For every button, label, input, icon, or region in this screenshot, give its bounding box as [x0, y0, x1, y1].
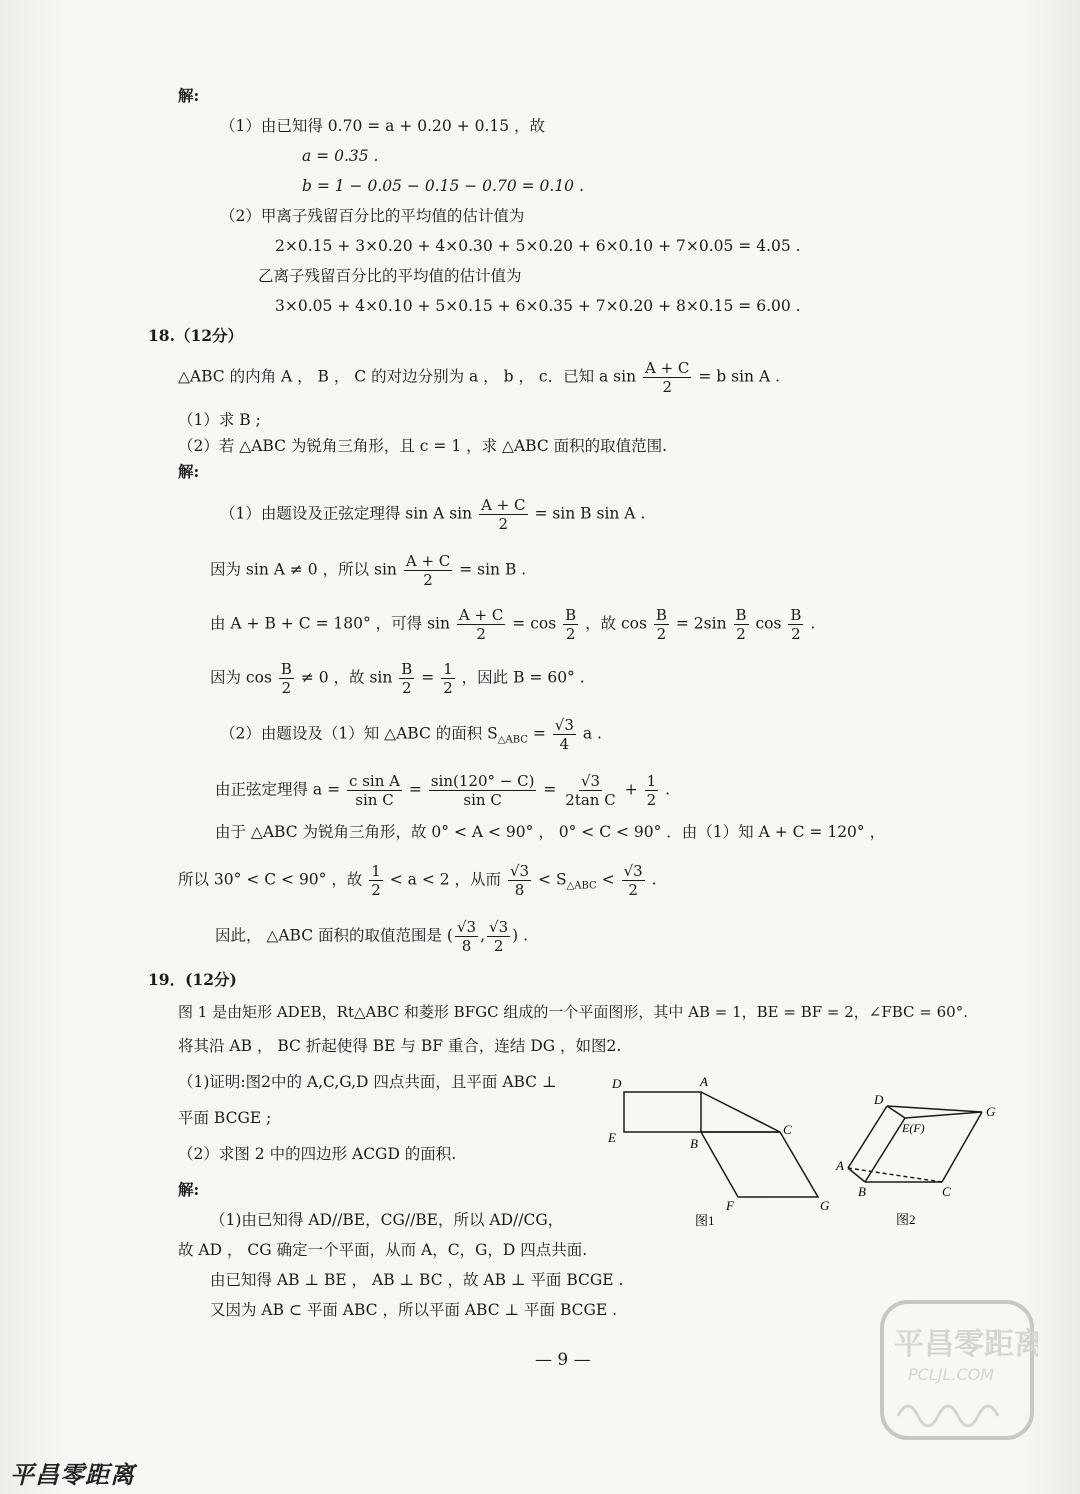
fraction-denominator: sin C	[463, 791, 502, 809]
step-text: ，故 cos	[585, 614, 647, 633]
q19-part1-a: （1)证明:图2中的 A,C,G,D 四点共面，且平面 ABC ⊥	[178, 1073, 557, 1091]
fig1-label-f: F	[726, 1198, 734, 1213]
fraction-denominator: 2tan C	[565, 791, 616, 809]
q18-header: 18.（12分）	[148, 326, 244, 345]
step-text: 由 A + B + C = 180° ，可得 sin	[210, 614, 450, 633]
fraction-b-half	[279, 660, 294, 697]
fraction-denominator: 8	[514, 881, 525, 899]
figure-1-diagram	[600, 1070, 840, 1230]
q19-part2: （2）求图 2 中的四边形 ACGD 的面积.	[178, 1145, 457, 1163]
q17-yi-intro: 乙离子残留百分比的平均值的估计值为	[258, 267, 522, 285]
q18-stem-fraction	[643, 359, 691, 396]
fig2-label-a: A	[836, 1158, 844, 1173]
segment-de	[887, 1106, 905, 1118]
rhombus-bfgc	[701, 1132, 818, 1197]
fraction-numerator: √3	[580, 772, 601, 790]
q19-solution-label: 解:	[178, 1180, 200, 1199]
figure-2-diagram	[830, 1090, 1010, 1230]
fraction-numerator: √3	[623, 862, 643, 880]
fraction-a-plus-c	[457, 606, 505, 643]
q17-jia-calc: 2×0.15 + 3×0.20 + 4×0.30 + 5×0.20 + 6×0.10 + 7×0.05 = 4.05 .	[275, 237, 801, 255]
step-text: ) .	[512, 926, 529, 945]
fraction-denominator: 2	[402, 679, 412, 697]
fraction-numerator: A + C	[645, 359, 690, 377]
fraction-b-half	[654, 606, 669, 643]
fraction-b-half	[788, 606, 803, 643]
fraction-root3-over-4	[553, 716, 576, 753]
fraction-denominator: 2	[791, 625, 801, 643]
fraction-denominator: 2	[662, 378, 672, 396]
fig1-label-g: G	[820, 1198, 830, 1213]
step-text: < S	[538, 870, 567, 889]
rectangle-adeb	[624, 1092, 701, 1132]
fig1-label-a: A	[700, 1074, 708, 1089]
q17-solution-label: 解:	[178, 86, 200, 105]
q18-stem-text-a: △ABC 的内角 A ， B ， C 的对边分别为 a ， b ， c．已知 a sin	[178, 367, 637, 386]
fig1-label-b: B	[690, 1136, 698, 1151]
fraction-denominator: 8	[461, 937, 472, 955]
fig1-label-c: C	[783, 1122, 792, 1137]
step-text: .	[665, 780, 671, 799]
q18-part2: （2）若 △ABC 为锐角三角形，且 c = 1 ，求 △ABC 面积的取值范围.	[178, 437, 668, 455]
step-text: ≠ 0 ，故 sin	[300, 668, 393, 687]
fraction-a-plus-c	[404, 552, 452, 589]
segment-gc	[942, 1112, 982, 1182]
q17-a-value: a = 0.35 .	[302, 147, 379, 165]
step-text: 因此， △ABC 面积的取值范围是 (	[215, 926, 453, 945]
step-text: <	[601, 870, 615, 889]
fig2-label-c: C	[942, 1184, 951, 1199]
figure-2-caption: 图2	[896, 1212, 916, 1227]
fraction-numerator: 1	[443, 660, 453, 678]
step-text: ，因此 B = 60° .	[461, 668, 585, 687]
fraction-b-half	[399, 660, 414, 697]
step-text: （1）由题设及正弦定理得 sin A sin	[220, 504, 473, 523]
q18-step2	[210, 552, 526, 589]
q19-step4: 又因为 AB ⊂ 平面 ABC ，所以平面 ABC ⊥ 平面 BCGE .	[210, 1301, 618, 1319]
q17-part1-intro: （1）由已知得 0.70 = a + 0.20 + 0.15 ，故	[220, 117, 546, 135]
fig2-label-g: G	[986, 1104, 996, 1119]
page-number: — 9 —	[535, 1350, 591, 1370]
watermark-text-bottom-left: 平昌零距离	[10, 1460, 135, 1489]
segment-ac	[701, 1092, 780, 1132]
fraction-numerator: B	[655, 606, 667, 624]
segment-da	[848, 1106, 887, 1168]
fig2-label-ef: E(F)	[902, 1121, 925, 1135]
watermark-logo-title: 平昌零距离	[894, 1327, 1038, 1362]
q18-step4	[210, 660, 585, 697]
fraction-b-half	[563, 606, 578, 643]
fraction-numerator: A + C	[458, 606, 504, 624]
fraction-numerator: √3	[510, 862, 530, 880]
fraction-denominator: 2	[423, 571, 433, 589]
fraction-root3-over-2	[487, 918, 510, 955]
step-text: = 2sin	[675, 614, 727, 633]
step-text: = sin B .	[459, 560, 527, 579]
step-text: 由正弦定理得 a =	[215, 780, 341, 799]
q18-step3	[210, 606, 815, 643]
q19-stem-line1: 图 1 是由矩形 ADEB，Rt△ABC 和菱形 BFGC 组成的一个平面图形，其中 AB = 1，BE = BF = 2，∠FBC = 60°.	[178, 1003, 968, 1021]
q19-step3: 由已知得 AB ⊥ BE ， AB ⊥ BC ，故 AB ⊥ 平面 BCGE .	[210, 1271, 624, 1289]
q19-step2: 故 AD ， CG 确定一个平面，从而 A，C，G，D 四点共面.	[178, 1241, 588, 1259]
step-text: +	[624, 780, 638, 799]
q18-part1: （1）求 B ;	[178, 411, 261, 429]
segment-eg	[905, 1112, 982, 1118]
fraction-root3-over-8	[508, 862, 531, 899]
segment-eb	[865, 1118, 905, 1182]
fraction-numerator: A + C	[481, 496, 526, 514]
fraction-numerator: B	[565, 606, 577, 624]
fraction-a-plus-c	[479, 496, 527, 533]
fraction-denominator: 2	[493, 937, 504, 955]
fraction-numerator: B	[735, 606, 747, 624]
fraction-denominator: 2	[628, 881, 638, 899]
step-text: = cos	[512, 614, 557, 633]
fraction-denominator: 2	[371, 881, 381, 899]
fraction-numerator: B	[790, 606, 802, 624]
step-text: cos	[755, 614, 782, 633]
step-text: 因为 sin A ≠ 0 ，所以 sin	[210, 560, 397, 579]
fraction-denominator: 4	[559, 735, 570, 753]
fraction-one-half	[441, 660, 455, 697]
q18-step6	[215, 772, 670, 809]
fraction-b-half	[734, 606, 749, 643]
fraction-one-half	[645, 772, 659, 809]
q17-part2-intro: （2）甲离子残留百分比的平均值的估计值为	[220, 207, 525, 225]
fraction-sin120-c	[429, 772, 537, 809]
fraction-denominator: 2	[281, 679, 292, 697]
figure-1-caption: 图1	[695, 1213, 715, 1228]
fraction-root3-2tanC	[563, 772, 617, 809]
q18-solution-label: 解:	[178, 462, 200, 481]
subscript: △ABC	[566, 880, 597, 892]
q19-part1-b: 平面 BCGE ;	[178, 1109, 272, 1127]
fraction-numerator: √3	[489, 918, 509, 936]
step-text: （2）由题设及（1）知 △ABC 的面积 S	[220, 724, 498, 743]
fraction-root3-over-8	[455, 918, 478, 955]
fraction-denominator: 2	[656, 625, 667, 643]
step-text: 所以 30° < C < 90° ，故	[178, 870, 363, 889]
q19-header: 19．(12分)	[148, 970, 237, 989]
fraction-numerator: 1	[371, 862, 381, 880]
step-text: < a < 2 ，从而	[389, 870, 502, 889]
fraction-numerator: A + C	[405, 552, 451, 570]
fraction-numerator: sin(120° − C)	[430, 772, 535, 790]
step-text: =	[543, 780, 557, 799]
segment-dg	[887, 1106, 982, 1112]
fraction-root3-over-2	[622, 862, 645, 899]
step-text: 因为 cos	[210, 668, 272, 687]
fraction-denominator: 2	[443, 679, 453, 697]
q18-stem	[178, 359, 780, 396]
q18-stem-text-b: = b sin A .	[698, 367, 780, 386]
q19-step1: （1)由已知得 AD//BE，CG//BE，所以 AD//CG，	[210, 1211, 564, 1229]
step-text: =	[532, 724, 546, 743]
step-text: =	[408, 780, 422, 799]
fraction-numerator: √3	[456, 918, 477, 936]
fraction-denominator: 2	[646, 791, 657, 809]
fraction-numerator: B	[280, 660, 292, 678]
fraction-numerator: 1	[646, 772, 657, 790]
q18-step8	[178, 862, 657, 899]
fraction-csinA-sinC	[347, 772, 402, 809]
watermark-logo	[878, 1296, 1038, 1446]
q19-stem-line2: 将其沿 AB ， BC 折起使得 BE 与 BF 重合，连结 DG ，如图2.	[178, 1037, 622, 1055]
q18-step1	[220, 496, 645, 533]
step-text: a .	[582, 724, 602, 743]
step-text: ,	[480, 926, 486, 945]
fraction-denominator: sin C	[355, 791, 394, 809]
fig2-label-d: D	[874, 1092, 884, 1107]
step-text: = sin B sin A .	[534, 504, 646, 523]
fraction-numerator: B	[401, 660, 413, 678]
fig1-label-d: D	[612, 1076, 622, 1091]
step-text: .	[651, 870, 657, 889]
q18-step9	[215, 918, 528, 955]
subscript: △ABC	[497, 734, 528, 746]
watermark-logo-graphic	[878, 1296, 1038, 1446]
fraction-numerator: √3	[554, 716, 574, 734]
step-text: .	[810, 614, 816, 633]
q17-yi-calc: 3×0.05 + 4×0.10 + 5×0.15 + 6×0.35 + 7×0.20 + 8×0.15 = 6.00 .	[275, 297, 801, 315]
fig1-label-e: E	[608, 1130, 616, 1145]
fraction-one-half	[369, 862, 383, 899]
q17-b-value: b = 1 − 0.05 − 0.15 − 0.70 = 0.10 .	[302, 177, 584, 195]
step-text: =	[421, 668, 435, 687]
q18-step7: 由于 △ABC 为锐角三角形，故 0° < A < 90° ， 0° < C < 90° ．由（1）知 A + C = 120° ，	[215, 823, 886, 841]
fraction-denominator: 2	[476, 625, 486, 643]
fraction-denominator: 2	[498, 515, 509, 533]
fraction-numerator: c sin A	[349, 772, 400, 790]
fig2-label-b: B	[858, 1184, 866, 1199]
fraction-denominator: 2	[565, 625, 576, 643]
q18-step5	[220, 716, 602, 753]
fraction-denominator: 2	[736, 625, 746, 643]
watermark-logo-url: PCLJL.COM	[908, 1365, 995, 1384]
